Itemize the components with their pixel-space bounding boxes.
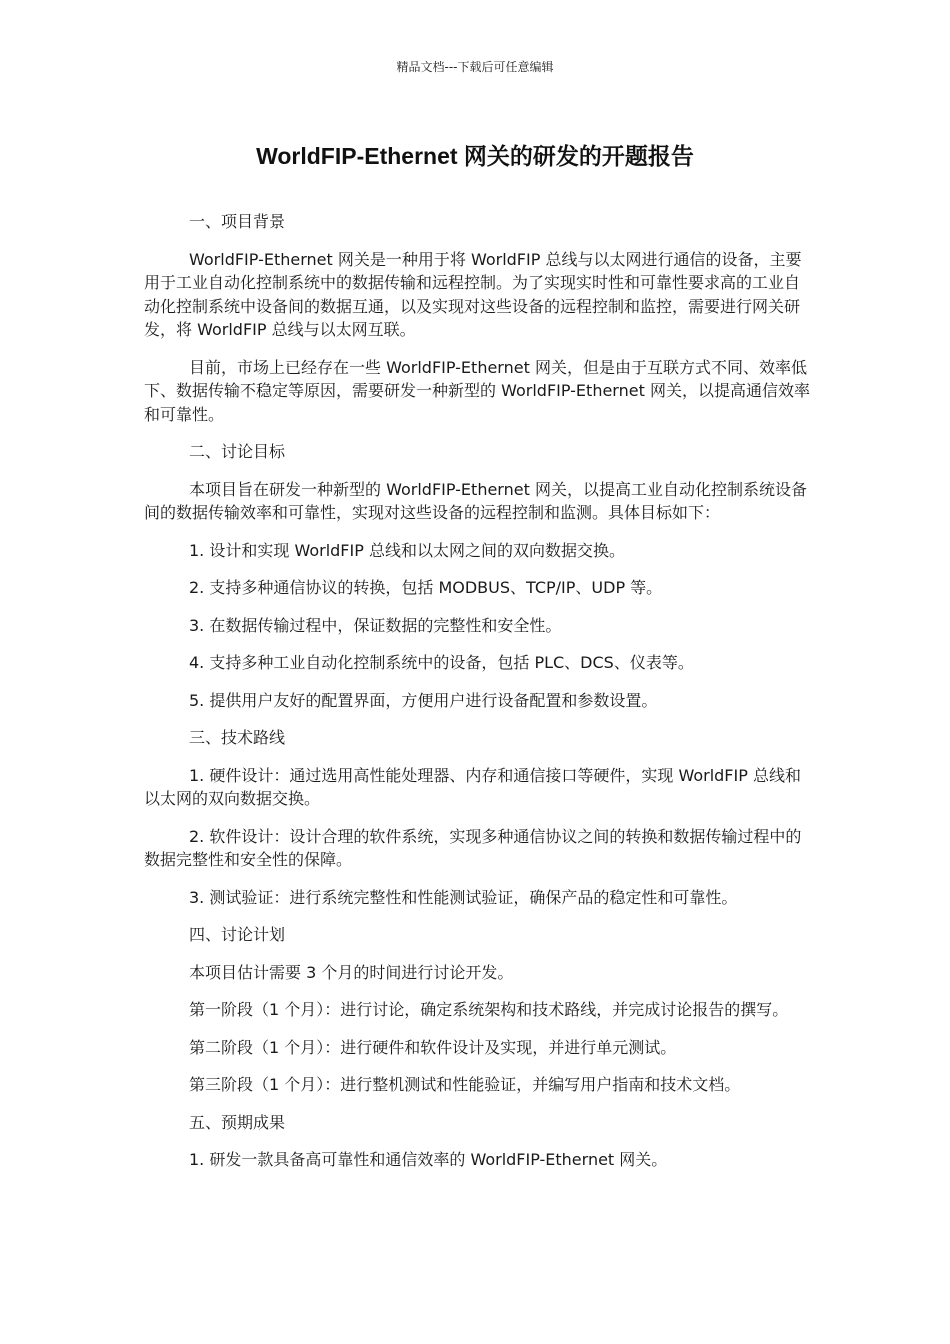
section-heading-plan: 四、讨论计划 — [189, 925, 286, 944]
paragraph-background-1: WorldFIP-Ethernet 网关是一种用于将 WorldFIP 总线与以太网进行通信的设备，主要用于工业自动化控制系统中的数据传输和远程控制。为了实现实时性和可靠性要求高的工业自动化控制系统中设备间的数据互通，以及实现对这些设备的远程控制和监控，需要进行网关研发，将 WorldFIP 总线与以太网互联。 — [144, 249, 802, 339]
section-heading-tech-route: 三、技术路线 — [189, 728, 286, 747]
goal-item-2: 2. 支持多种通信协议的转换，包括 MODBUS、TCP/IP、UDP 等。 — [189, 578, 663, 597]
paragraph-background-2: 目前，市场上已经存在一些 WorldFIP-Ethernet 网关，但是由于互联方式不同、效率低下、数据传输不稳定等原因，需要研发一种新型的 WorldFIP-Ethernet 网关，以提高通信效率和可靠性。 — [144, 357, 810, 424]
goal-item-4: 4. 支持多种工业自动化控制系统中的设备，包括 PLC、DCS、仪表等。 — [189, 653, 694, 672]
section-heading-background: 一、项目背景 — [189, 212, 286, 231]
goal-item-1: 1. 设计和实现 WorldFIP 总线和以太网之间的双向数据交换。 — [189, 540, 625, 560]
document-body — [144, 210, 810, 1186]
outcome-item-1: 1. 研发一款具备高可靠性和通信效率的 WorldFIP-Ethernet 网关。 — [189, 1150, 668, 1169]
paragraph-goals-intro: 本项目旨在研发一种新型的 WorldFIP-Ethernet 网关，以提高工业自动化控制系统设备间的数据传输效率和可靠性，实现对这些设备的远程控制和监测。具体目标如下： — [144, 479, 807, 522]
tech-route-item-1: 1. 硬件设计：通过选用高性能处理器、内存和通信接口等硬件，实现 WorldFIP 总线和以太网的双向数据交换。 — [144, 765, 801, 808]
plan-phase-3: 第三阶段（1 个月）：进行整机测试和性能验证，并编写用户指南和技术文档。 — [189, 1075, 741, 1094]
section-heading-outcomes: 五、预期成果 — [189, 1112, 286, 1132]
header-note: 精品文档---下载后可任意编辑 — [396, 60, 554, 74]
tech-route-item-2: 2. 软件设计：设计合理的软件系统，实现多种通信协议之间的转换和数据传输过程中的数据完整性和安全性的保障。 — [144, 826, 802, 869]
section-heading-goals: 二、讨论目标 — [189, 442, 286, 461]
document-title: WorldFIP-Ethernet 网关的研发的开题报告 — [256, 143, 694, 169]
tech-route-item-3: 3. 测试验证：进行系统完整性和性能测试验证，确保产品的稳定性和可靠性。 — [189, 887, 738, 907]
goal-item-3: 3. 在数据传输过程中，保证数据的完整性和安全性。 — [189, 615, 562, 635]
goal-item-5: 5. 提供用户友好的配置界面，方便用户进行设备配置和参数设置。 — [189, 690, 658, 710]
plan-phase-2: 第二阶段（1 个月）：进行硬件和软件设计及实现，并进行单元测试。 — [189, 1037, 677, 1057]
plan-phase-1: 第一阶段（1 个月）：进行讨论，确定系统架构和技术路线，并完成讨论报告的撰写。 — [189, 1000, 789, 1019]
plan-intro: 本项目估计需要 3 个月的时间进行讨论开发。 — [189, 962, 514, 982]
